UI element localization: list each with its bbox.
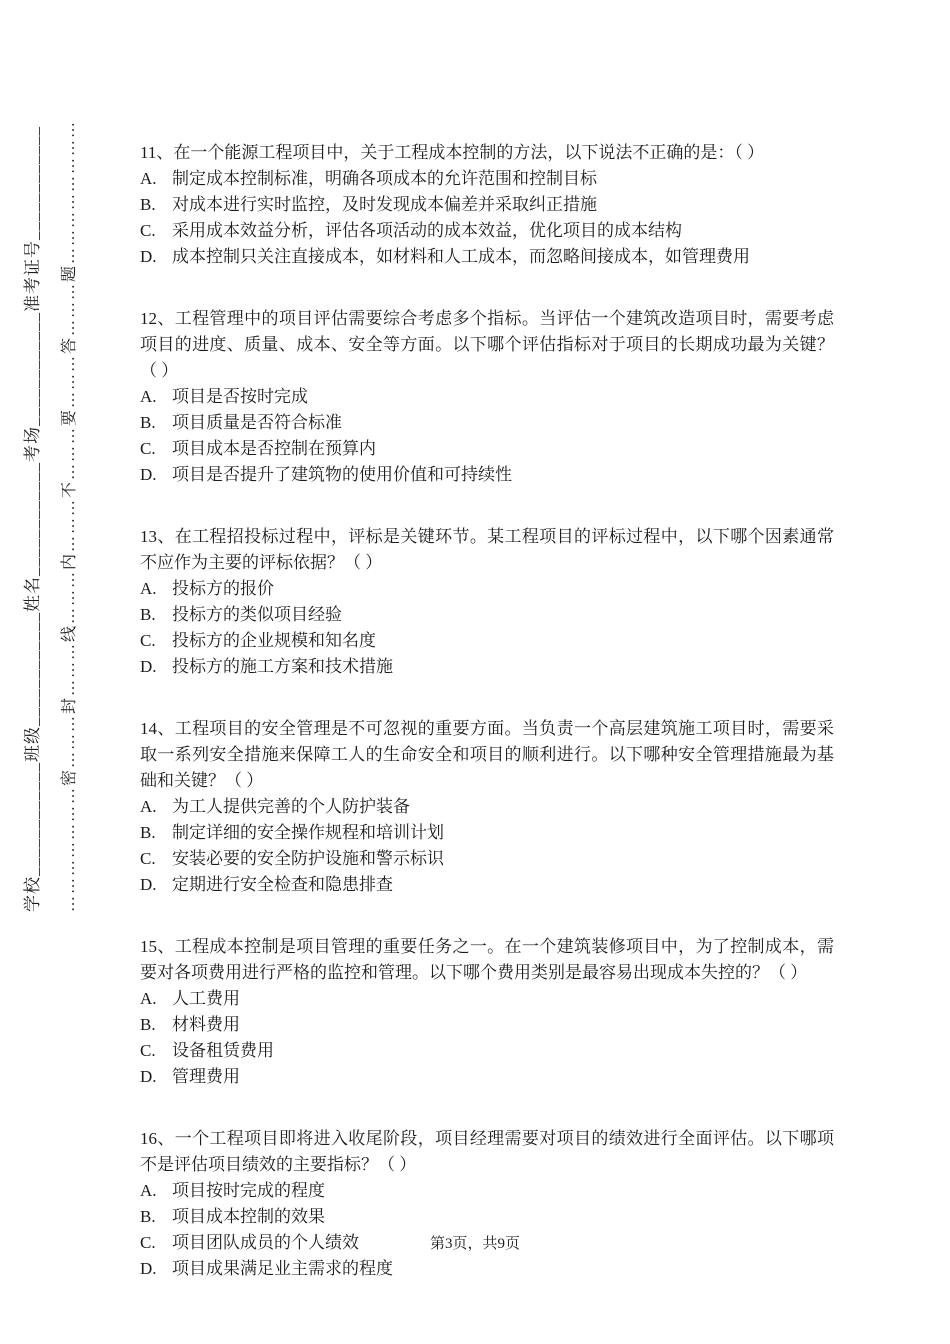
option-letter: D.	[140, 1067, 157, 1086]
question-list	[140, 140, 834, 1318]
option-text: 对成本进行实时监控，及时发现成本偏差并采取纠正措施	[172, 195, 597, 214]
option-text: 安装必要的安全防护设施和警示标识	[172, 849, 444, 868]
option-letter: C.	[140, 631, 156, 650]
question-stem: 11、在一个能源工程项目中，关于工程成本控制的方法，以下说法不正确的是：（ ）	[140, 143, 765, 162]
page-number-indicator: 第3页，共9页	[429, 1236, 520, 1252]
option-letter: B.	[140, 823, 156, 842]
option-text: 材料费用	[172, 1015, 240, 1034]
question-stem: 13、在工程招投标过程中，评标是关键环节。某工程项目的评标过程中，以下哪个因素通常不应作为主要的评标依据？（ ）	[140, 527, 834, 572]
option-text: 成本控制只关注直接成本，如材料和人工成本，而忽略间接成本，如管理费用	[172, 247, 750, 266]
option-d	[140, 872, 834, 898]
option-d	[140, 244, 834, 270]
option-text: 项目是否提升了建筑物的使用价值和可持续性	[172, 465, 512, 484]
option-letter: B.	[140, 413, 156, 432]
option-text: 管理费用	[172, 1067, 240, 1086]
option-c	[140, 218, 834, 244]
option-text: 项目团队成员的个人绩效	[172, 1233, 359, 1252]
option-b	[140, 192, 834, 218]
option-letter: C.	[140, 1041, 156, 1060]
option-letter: A.	[140, 1181, 157, 1200]
option-c	[140, 628, 834, 654]
option-letter: A.	[140, 169, 157, 188]
option-a	[140, 384, 834, 410]
question-15	[140, 934, 834, 1090]
option-a	[140, 1178, 834, 1204]
option-text: 项目成本控制的效果	[172, 1207, 325, 1226]
option-letter: A.	[140, 797, 157, 816]
question-12	[140, 306, 834, 488]
option-letter: C.	[140, 1233, 156, 1252]
option-letter: B.	[140, 195, 156, 214]
option-text: 项目按时完成的程度	[172, 1181, 325, 1200]
option-text: 采用成本效益分析，评估各项活动的成本效益，优化项目的成本结构	[172, 221, 682, 240]
option-text: 定期进行安全检查和隐患排查	[172, 875, 393, 894]
margin-student-info-fields: 学校____________班级____________姓名____________考场____________准考证号____________	[23, 126, 42, 912]
option-letter: D.	[140, 247, 157, 266]
option-text: 项目成本是否控制在预算内	[172, 439, 376, 458]
question-14	[140, 716, 834, 898]
question-stem: 14、工程项目的安全管理是不可忽视的重要方面。当负责一个高层建筑施工项目时，需要采取一系列安全措施来保障工人的生命安全和项目的顺利进行。以下哪种安全管理措施最为基础和关键？（ ）	[140, 719, 834, 790]
option-b	[140, 410, 834, 436]
option-letter: C.	[140, 221, 156, 240]
option-d	[140, 654, 834, 680]
option-text: 投标方的企业规模和知名度	[172, 631, 376, 650]
option-d	[140, 1064, 834, 1090]
option-a	[140, 166, 834, 192]
question-16	[140, 1126, 834, 1282]
option-text: 项目成果满足业主需求的程度	[172, 1259, 393, 1278]
option-letter: D.	[140, 657, 157, 676]
option-d	[140, 1256, 834, 1282]
option-c	[140, 846, 834, 872]
option-a	[140, 986, 834, 1012]
option-text: 为工人提供完善的个人防护装备	[172, 797, 410, 816]
option-text: 制定成本控制标准，明确各项成本的允许范围和控制目标	[172, 169, 597, 188]
option-text: 设备租赁费用	[172, 1041, 274, 1060]
option-letter: A.	[140, 579, 157, 598]
option-b	[140, 1204, 834, 1230]
option-text: 制定详细的安全操作规程和培训计划	[172, 823, 444, 842]
option-text: 人工费用	[172, 989, 240, 1008]
option-letter: B.	[140, 605, 156, 624]
option-d	[140, 462, 834, 488]
option-letter: D.	[140, 1259, 157, 1278]
option-letter: D.	[140, 465, 157, 484]
option-text: 投标方的施工方案和技术措施	[172, 657, 393, 676]
option-c	[140, 436, 834, 462]
option-letter: B.	[140, 1207, 156, 1226]
question-stem: 16、一个工程项目即将进入收尾阶段，项目经理需要对项目的绩效进行全面评估。以下哪项不是评估项目绩效的主要指标？（ ）	[140, 1129, 834, 1174]
option-letter: D.	[140, 875, 157, 894]
option-letter: A.	[140, 989, 157, 1008]
option-letter: A.	[140, 387, 157, 406]
option-text: 投标方的类似项目经验	[172, 605, 342, 624]
option-text: 项目质量是否符合标准	[172, 413, 342, 432]
option-c	[140, 1038, 834, 1064]
option-a	[140, 576, 834, 602]
option-b	[140, 602, 834, 628]
option-b	[140, 820, 834, 846]
option-a	[140, 794, 834, 820]
option-letter: C.	[140, 849, 156, 868]
question-stem: 15、工程成本控制是项目管理的重要任务之一。在一个建筑装修项目中，为了控制成本，需要对各项费用进行严格的监控和管理。以下哪个费用类别是最容易出现成本失控的？（ ）	[140, 937, 834, 982]
question-stem: 12、工程管理中的项目评估需要综合考虑多个指标。当评估一个建筑改造项目时，需要考虑项目的进度、质量、成本、安全等方面。以下哪个评估指标对于项目的长期成功最为关键？（ ）	[140, 309, 834, 380]
option-b	[140, 1012, 834, 1038]
question-13	[140, 524, 834, 680]
option-text: 投标方的报价	[172, 579, 274, 598]
question-11	[140, 140, 834, 270]
option-letter: C.	[140, 439, 156, 458]
seal-line-text: …………………密………封………线………内………不………要………答………题……………………	[61, 119, 78, 912]
option-letter: B.	[140, 1015, 156, 1034]
option-text: 项目是否按时完成	[172, 387, 308, 406]
